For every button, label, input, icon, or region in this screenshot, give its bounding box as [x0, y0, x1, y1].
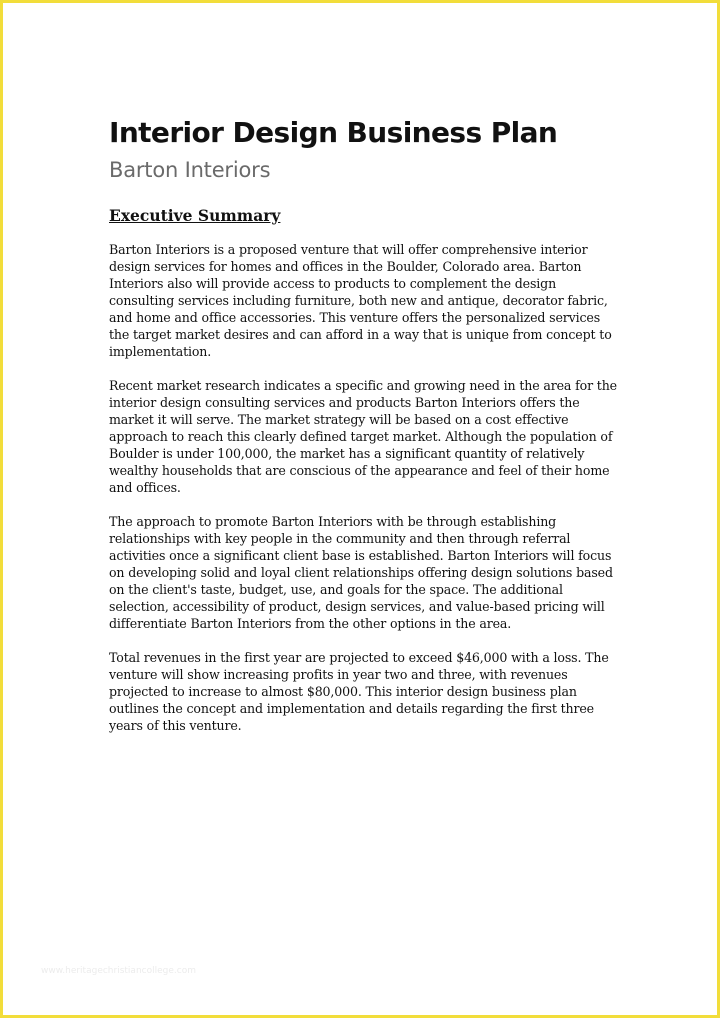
paragraph-line: and offices.: [109, 480, 181, 495]
paragraph-line: approach to reach this clearly defined target market. Although the population of: [109, 429, 613, 444]
paragraph-line: relationships with key people in the community and then through referral: [109, 531, 571, 546]
paragraph-line: outlines the concept and implementation and details regarding the first three: [109, 701, 594, 716]
paragraph-4: [109, 649, 614, 734]
section-heading-executive-summary: Executive Summary: [109, 206, 281, 225]
paragraph-line: Total revenues in the first year are projected to exceed $46,000 with a loss. The: [109, 650, 609, 665]
paragraph-3: [109, 513, 614, 632]
paragraph-line: projected to increase to almost $80,000. This interior design business plan: [109, 684, 577, 699]
paragraph-line: on developing solid and loyal client relationships offering design solutions based: [109, 565, 613, 580]
paragraph-line: consulting services including furniture, both new and antique, decorator fabric,: [109, 293, 608, 308]
paragraph-line: the target market desires and can afford in a way that is unique from concept to: [109, 327, 612, 342]
paragraph-line: and home and office accessories. This venture offers the personalized services: [109, 310, 601, 325]
paragraph-line: years of this venture.: [109, 718, 242, 733]
document-title: Interior Design Business Plan: [109, 116, 558, 149]
paragraph-line: venture will show increasing profits in year two and three, with revenues: [109, 667, 568, 682]
paragraph-line: differentiate Barton Interiors from the other options in the area.: [109, 616, 512, 631]
document-subtitle: Barton Interiors: [109, 158, 271, 182]
paragraph-line: activities once a significant client base is established. Barton Interiors will focus: [109, 548, 612, 563]
paragraph-line: implementation.: [109, 344, 212, 359]
paragraph-line: The approach to promote Barton Interiors with be through establishing: [109, 514, 557, 529]
paragraph-line: market it will serve. The market strategy will be based on a cost effective: [109, 412, 569, 427]
paragraph-line: Interiors also will provide access to products to complement the design: [109, 276, 557, 291]
paragraph-line: Barton Interiors is a proposed venture that will offer comprehensive interior: [109, 242, 588, 257]
document-body: [109, 113, 617, 734]
paragraph-line: Boulder is under 100,000, the market has a significant quantity of relatively: [109, 446, 585, 461]
watermark-text: www.heritagechristiancollege.com: [41, 966, 196, 976]
paragraph-1: [109, 241, 614, 360]
paragraph-line: selection, accessibility of product, design services, and value-based pricing will: [109, 599, 605, 614]
paragraph-2: [109, 377, 617, 496]
paragraph-line: Recent market research indicates a specific and growing need in the area for the: [109, 378, 617, 393]
paragraph-line: design services for homes and offices in the Boulder, Colorado area. Barton: [109, 259, 582, 274]
paragraph-line: on the client's taste, budget, use, and goals for the space. The additional: [109, 582, 563, 597]
paragraph-line: interior design consulting services and products Barton Interiors offers the: [109, 395, 580, 410]
paragraph-line: wealthy households that are conscious of the appearance and feel of their home: [109, 463, 610, 478]
